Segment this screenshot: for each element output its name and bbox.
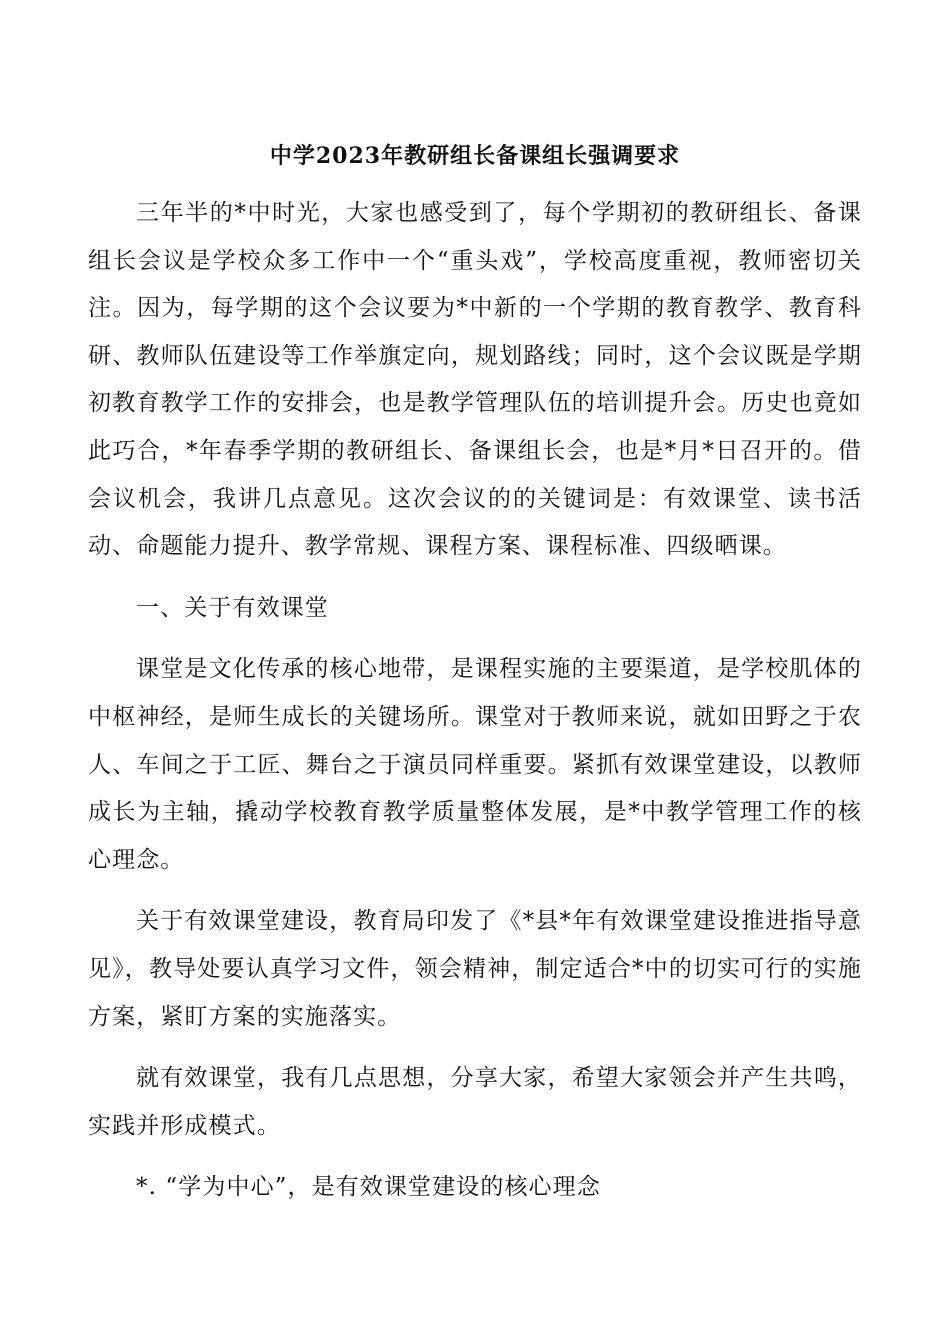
paragraph-thoughts: 就有效课堂，我有几点思想，分享大家，希望大家领会并产生共鸣，实践并形成模式。 xyxy=(88,1065,862,1139)
document-body xyxy=(88,190,862,1226)
paragraph-guidance-document: 关于有效课堂建设，教育局印发了《*县*年有效课堂建设推进指导意见》，教导处要认真学习文件，领会精神，制定适合*中的切实可行的实施方案，紧盯方案的实施落实。 xyxy=(88,908,862,1030)
subheading-learning-centered: *. “学为中心”，是有效课堂建设的核心理念 xyxy=(136,1174,601,1201)
paragraph-classroom-core: 课堂是文化传承的核心地带，是课程实施的主要渠道，是学校肌体的中枢神经，是师生成长的关键场所。课堂对于教师来说，就如田野之于农人、车间之于工匠、舞台之于演员同样重要。紧抓有效课堂建设，以教师成长为主轴，撬动学校教育教学质量整体发展，是*中教学管理工作的核心理念。 xyxy=(88,656,862,873)
section-heading-effective-classroom: 一、关于有效课堂 xyxy=(136,594,329,621)
document-title: 中学2023年教研组长备课组长强调要求 xyxy=(269,143,681,169)
paragraph-intro: 三年半的*中时光，大家也感受到了，每个学期初的教研组长、备课组长会议是学校众多工作中一个“重头戏”，学校高度重视，教师密切关注。因为，每学期的这个会议要为*中新的一个学期的教育教学、教育科研、教师队伍建设等工作举旗定向，规划路线；同时，这个会议既是学期初教育教学工作的安排会，也是教学管理队伍的培训提升会。历史也竟如此巧合，*年春季学期的教研组长、备课组长会，也是*月*日召开的。借会议机会，我讲几点意见。这次会议的的关键词是：有效课堂、读书活动、命题能力提升、教学常规、课程方案、课程标准、四级晒课。 xyxy=(88,200,862,560)
